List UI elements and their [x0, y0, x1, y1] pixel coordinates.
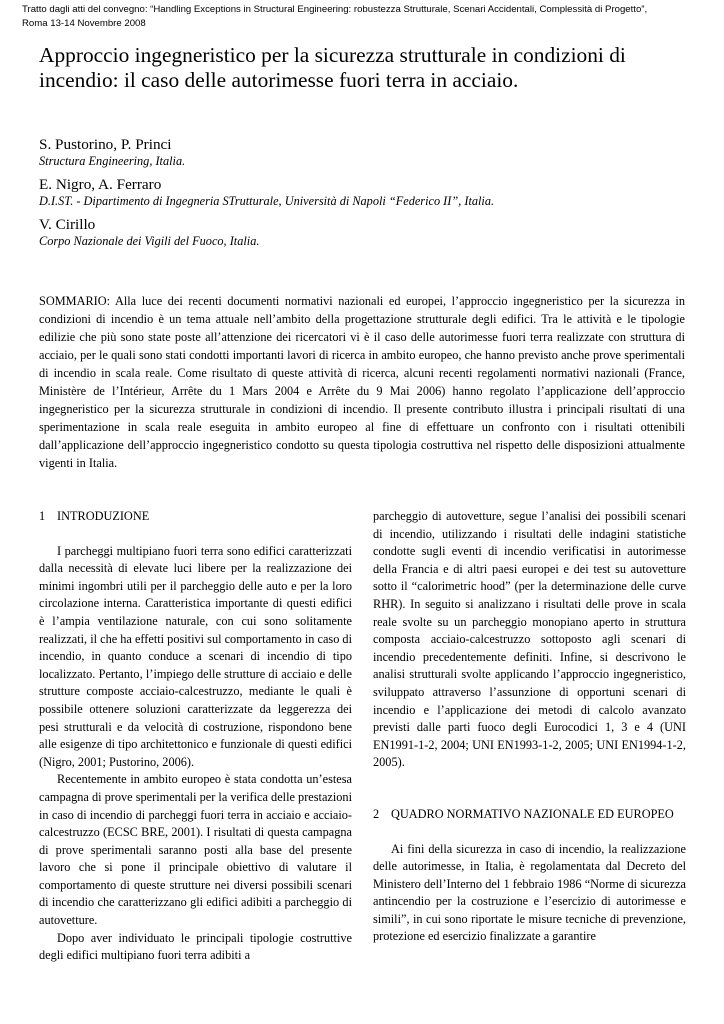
right-column: [373, 508, 686, 946]
proceedings-header: [22, 3, 712, 30]
body-paragraph: Ai fini della sicurezza in caso di incendio, la realizzazione delle autorimesse, in Italia, è regolamentata dal Decreto del Ministero dell’Interno del 1 febbraio 1986 “Norme di sicurezza antincendio per la costruzione e l’esercizio di autorimesse e simili”, in cui sono riportate le misure tecniche di prevenzione, protezione ed esercizio finalizzate a garantire: [373, 841, 686, 944]
section-heading: [373, 806, 686, 824]
author-names: E. Nigro, A. Ferraro: [39, 176, 162, 193]
left-column: [39, 508, 352, 965]
section-title: INTRODUZIONE: [57, 509, 150, 523]
author-names: V. Cirillo: [39, 216, 96, 233]
author-block: [39, 136, 699, 256]
section-number: 1: [39, 509, 46, 523]
body-paragraph: parcheggio di autovetture, segue l’analisi dei possibili scenari di incendio, utilizzando i risultati delle indagini statistiche condotte sugli eventi di incendio verificatisi in autorimesse della Francia e di altri paesi europei e dei test su autovetture sotto il “calorimetric hood” (per la determinazione delle curve RHR). In seguito si analizzano i risultati delle prove in scala reale svolte su un parcheggio monopiano aperto in struttura composta acciaio-calcestruzzo sottoposto agli scenari di incendio precedentemente definiti. Infine, si descrivono le analisi strutturali svolte applicando l’approccio ingegneristico, sviluppato attraverso l’assunzione di opportuni scenari di incendio e l’applicazione dei metodi di calcolo avanzato previsti dalle parti fuoco degli Eurocodici 1, 3 e 4 (UNI EN1991-1-2, 2004; UNI EN1993-1-2, 2005; UNI EN1994-1-2, 2005).: [373, 509, 686, 770]
section-title: QUADRO NORMATIVO NAZIONALE ED EUROPEO: [391, 806, 674, 821]
section-heading: [39, 508, 352, 526]
section-number: 2: [373, 806, 380, 821]
author-affiliation: Structura Engineering, Italia.: [39, 154, 186, 168]
proceedings-line-2: Roma 13-14 Novembre 2008: [22, 17, 146, 29]
body-paragraph: Dopo aver individuato le principali tipologie costruttive degli edifici multipiano fuori terra adibiti a: [39, 930, 352, 963]
body-paragraph: I parcheggi multipiano fuori terra sono edifici caratterizzati dalla necessità di elevate luci libere per la realizzazione dei minimi ingombri utili per il parcheggio delle auto e per la loro circolazione interna. Caratteristica importante di questi edifici è l’ampia ventilazione naturale, con cui sono solitamente realizzati, il che ha effetti positivi sul comportamento in caso di incendio, in quanto conduce a scenari di incendio di tipo localizzato. Pertanto, l’impiego delle strutture di acciaio e delle strutture composte acciaio-calcestruzzo, mediante le quali è possibile ottenere soluzioni caratterizzate da leggerezza dei pesi strutturali e da velocità di costruzione, rispondono bene alle esigenze di tipo architettonico e funzionale di questi edifici (Nigro, 2001; Pustorino, 2006).: [39, 543, 352, 769]
abstract: SOMMARIO: Alla luce dei recenti documenti normativi nazionali ed europei, l’approccio ingegneristico per la sicurezza in condizioni di incendio è un tema attuale nell’ambito della progettazione strutturale degli edifici. Tra le attività e le tipologie edilizie che più sono state poste all’attenzione dei ricercatori vi è il caso delle autorimesse fuori terra realizzate con struttura di acciaio, per le quali sono stati condotti importanti lavori di ricerca in ambito europeo, che hanno previsto anche prove sperimentali di incendio in scala reale. Come risultato di queste attività di ricerca, alcuni recenti regolamenti normativi nazionali (France, Ministère de l’Intérieur, Arrête du 1 Mars 2004 e Arrête du 9 Mai 2006) hanno regolato l’applicazione dell’approccio ingegneristico per la sicurezza strutturale in condizioni di incendio. Il presente contributo illustra i principali risultati di una sperimentazione in scala reale eseguita in ambito europeo al fine di effettuare un confronto con i risultati ottenibili dall’applicazione dell’approccio ingegneristico condotto su questa tipologia costruttiva nel rispetto delle disposizioni attualmente vigenti in Italia.: [39, 294, 685, 471]
author-affiliation: Corpo Nazionale dei Vigili del Fuoco, Italia.: [39, 234, 260, 248]
author-names: S. Pustorino, P. Princi: [39, 136, 172, 153]
author-affiliation: D.I.ST. - Dipartimento di Ingegneria STrutturale, Università di Napoli “Federico II”, Italia.: [39, 194, 495, 208]
paper-title: Approccio ingegneristico per la sicurezza strutturale in condizioni di incendio: il caso delle autorimesse fuori terra in acciaio.: [39, 43, 626, 92]
body-paragraph: Recentemente in ambito europeo è stata condotta un’estesa campagna di prove sperimentali per la verifica delle prestazioni in caso di incendio di parcheggi fuori terra in acciaio e acciaio-calcestruzzo (ECSC BRE, 2001). I risultati di questa campagna di prove sperimentali saranno posti alla base del presente lavoro che si pone il principale obiettivo di valutare il comportamento di queste strutture nei diversi possibili scenari di incendio che caratterizzano gli edifici adibiti a parcheggio di autovetture.: [39, 772, 352, 928]
proceedings-line-1: Tratto dagli atti del convegno: “Handling Exceptions in Structural Engineering: robustezza Strutturale, Scenari Accidentali, Complessità di Progetto”,: [22, 4, 648, 15]
